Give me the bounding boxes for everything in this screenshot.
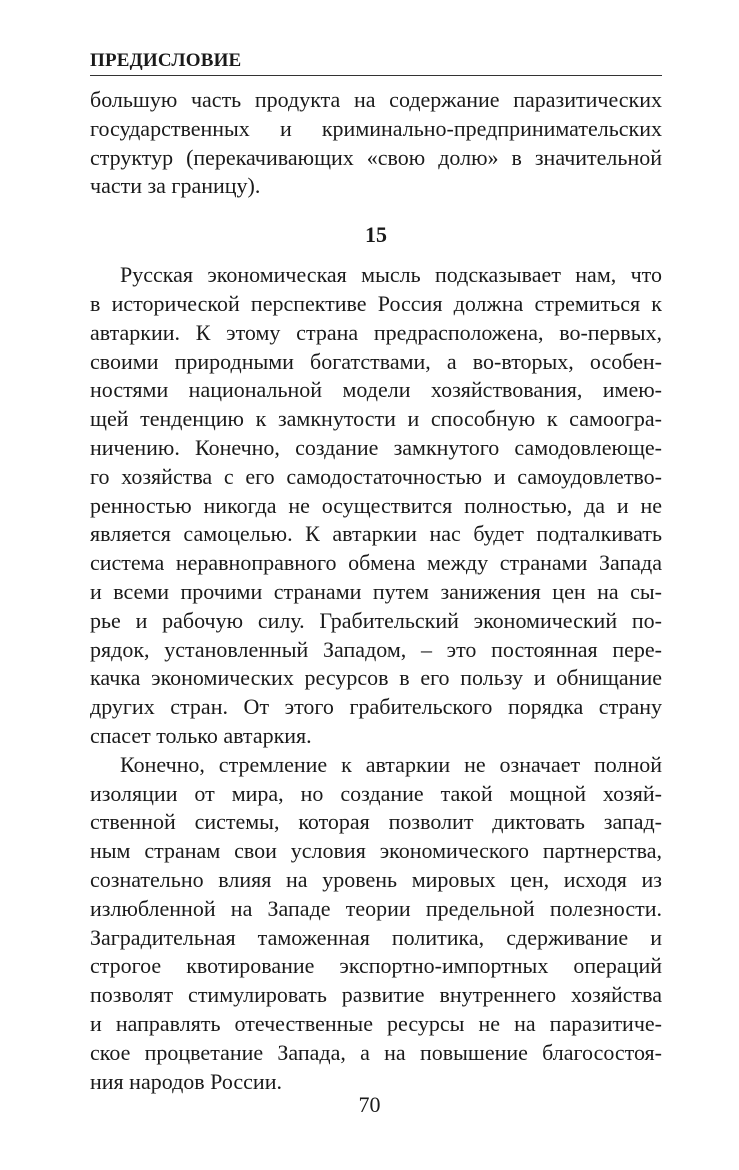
continuation-paragraph: [90, 86, 662, 201]
text-line: других стран. От этого грабительского порядка страну: [90, 694, 662, 720]
book-page: [90, 50, 662, 1096]
paragraph-2: [90, 751, 662, 1097]
text-line: Русская экономическая мысль подсказывает нам, что: [120, 262, 662, 288]
text-line: и всеми прочими странами путем занижения цен на сы-: [90, 578, 662, 604]
text-line: излюбленной на Западе теории предельной полезности.: [90, 895, 662, 921]
text-line: го хозяйства с его самодостаточностью и самоудовлетво-: [90, 463, 662, 489]
text-line: сознательно влияя на уровень мировых цен, исходя из: [90, 866, 662, 892]
text-line: ское процветание Запада, а на повышение благосостоя-: [90, 1039, 662, 1065]
text-line: ным странам свои условия экономического партнерства,: [90, 838, 662, 864]
text-line: система неравноправного обмена между странами Запада: [90, 550, 662, 576]
text-line: своими природными богатствами, а во-вторых, особен-: [90, 348, 662, 374]
text-line: рье и рабочую силу. Грабительский экономический по-: [90, 607, 662, 633]
text-line: изоляции от мира, но создание такой мощной хозяй-: [90, 780, 662, 806]
text-line: государственных и криминально-предпринимательских: [90, 115, 662, 141]
text-line: большую часть продукта на содержание паразитических: [90, 87, 662, 112]
text-line: структур (перекачивающих «свою долю» в значительной: [90, 144, 662, 170]
page-number: 70: [358, 1092, 381, 1117]
text-line: и направлять отечественные ресурсы не на паразитиче-: [90, 1010, 662, 1036]
text-line: ственной системы, которая позволит диктовать запад-: [90, 809, 662, 835]
text-line: качка экономических ресурсов в его пользу и обнищание: [90, 665, 662, 691]
paragraph-1: [90, 261, 662, 751]
text-line: ничению. Конечно, создание замкнутого самодовлеюще-: [90, 434, 662, 460]
text-line: строгое квотирование экспортно-импортных операций: [90, 953, 662, 979]
text-line: щей тенденцию к замкнутости и способную к самоогра-: [90, 406, 662, 432]
text-line: спасет только автаркия.: [90, 722, 312, 748]
text-line: части за границу).: [90, 173, 261, 199]
running-head: ПРЕДИСЛОВИЕ: [90, 50, 662, 76]
text-line: автаркии. К этому страна предрасположена, во-первых,: [90, 319, 662, 345]
section-number: 15: [365, 222, 387, 248]
text-line: Заградительная таможенная политика, сдерживание и: [90, 924, 662, 950]
text-line: рядок, установленный Западом, – это постоянная пере-: [90, 636, 662, 662]
text-line: ния народов России.: [90, 1068, 282, 1094]
text-line: ностями национальной модели хозяйствования, имею-: [90, 377, 662, 403]
text-line: является самоцелью. К автаркии нас будет подталкивать: [90, 521, 662, 547]
text-line: Конечно, стремление к автаркии не означает полной: [120, 751, 662, 777]
text-line: в исторической перспективе Россия должна стремиться к: [90, 290, 662, 316]
text-line: ренностью никогда не осуществится полностью, да и не: [90, 492, 662, 518]
text-line: позволят стимулировать развитие внутреннего хозяйства: [90, 982, 662, 1008]
